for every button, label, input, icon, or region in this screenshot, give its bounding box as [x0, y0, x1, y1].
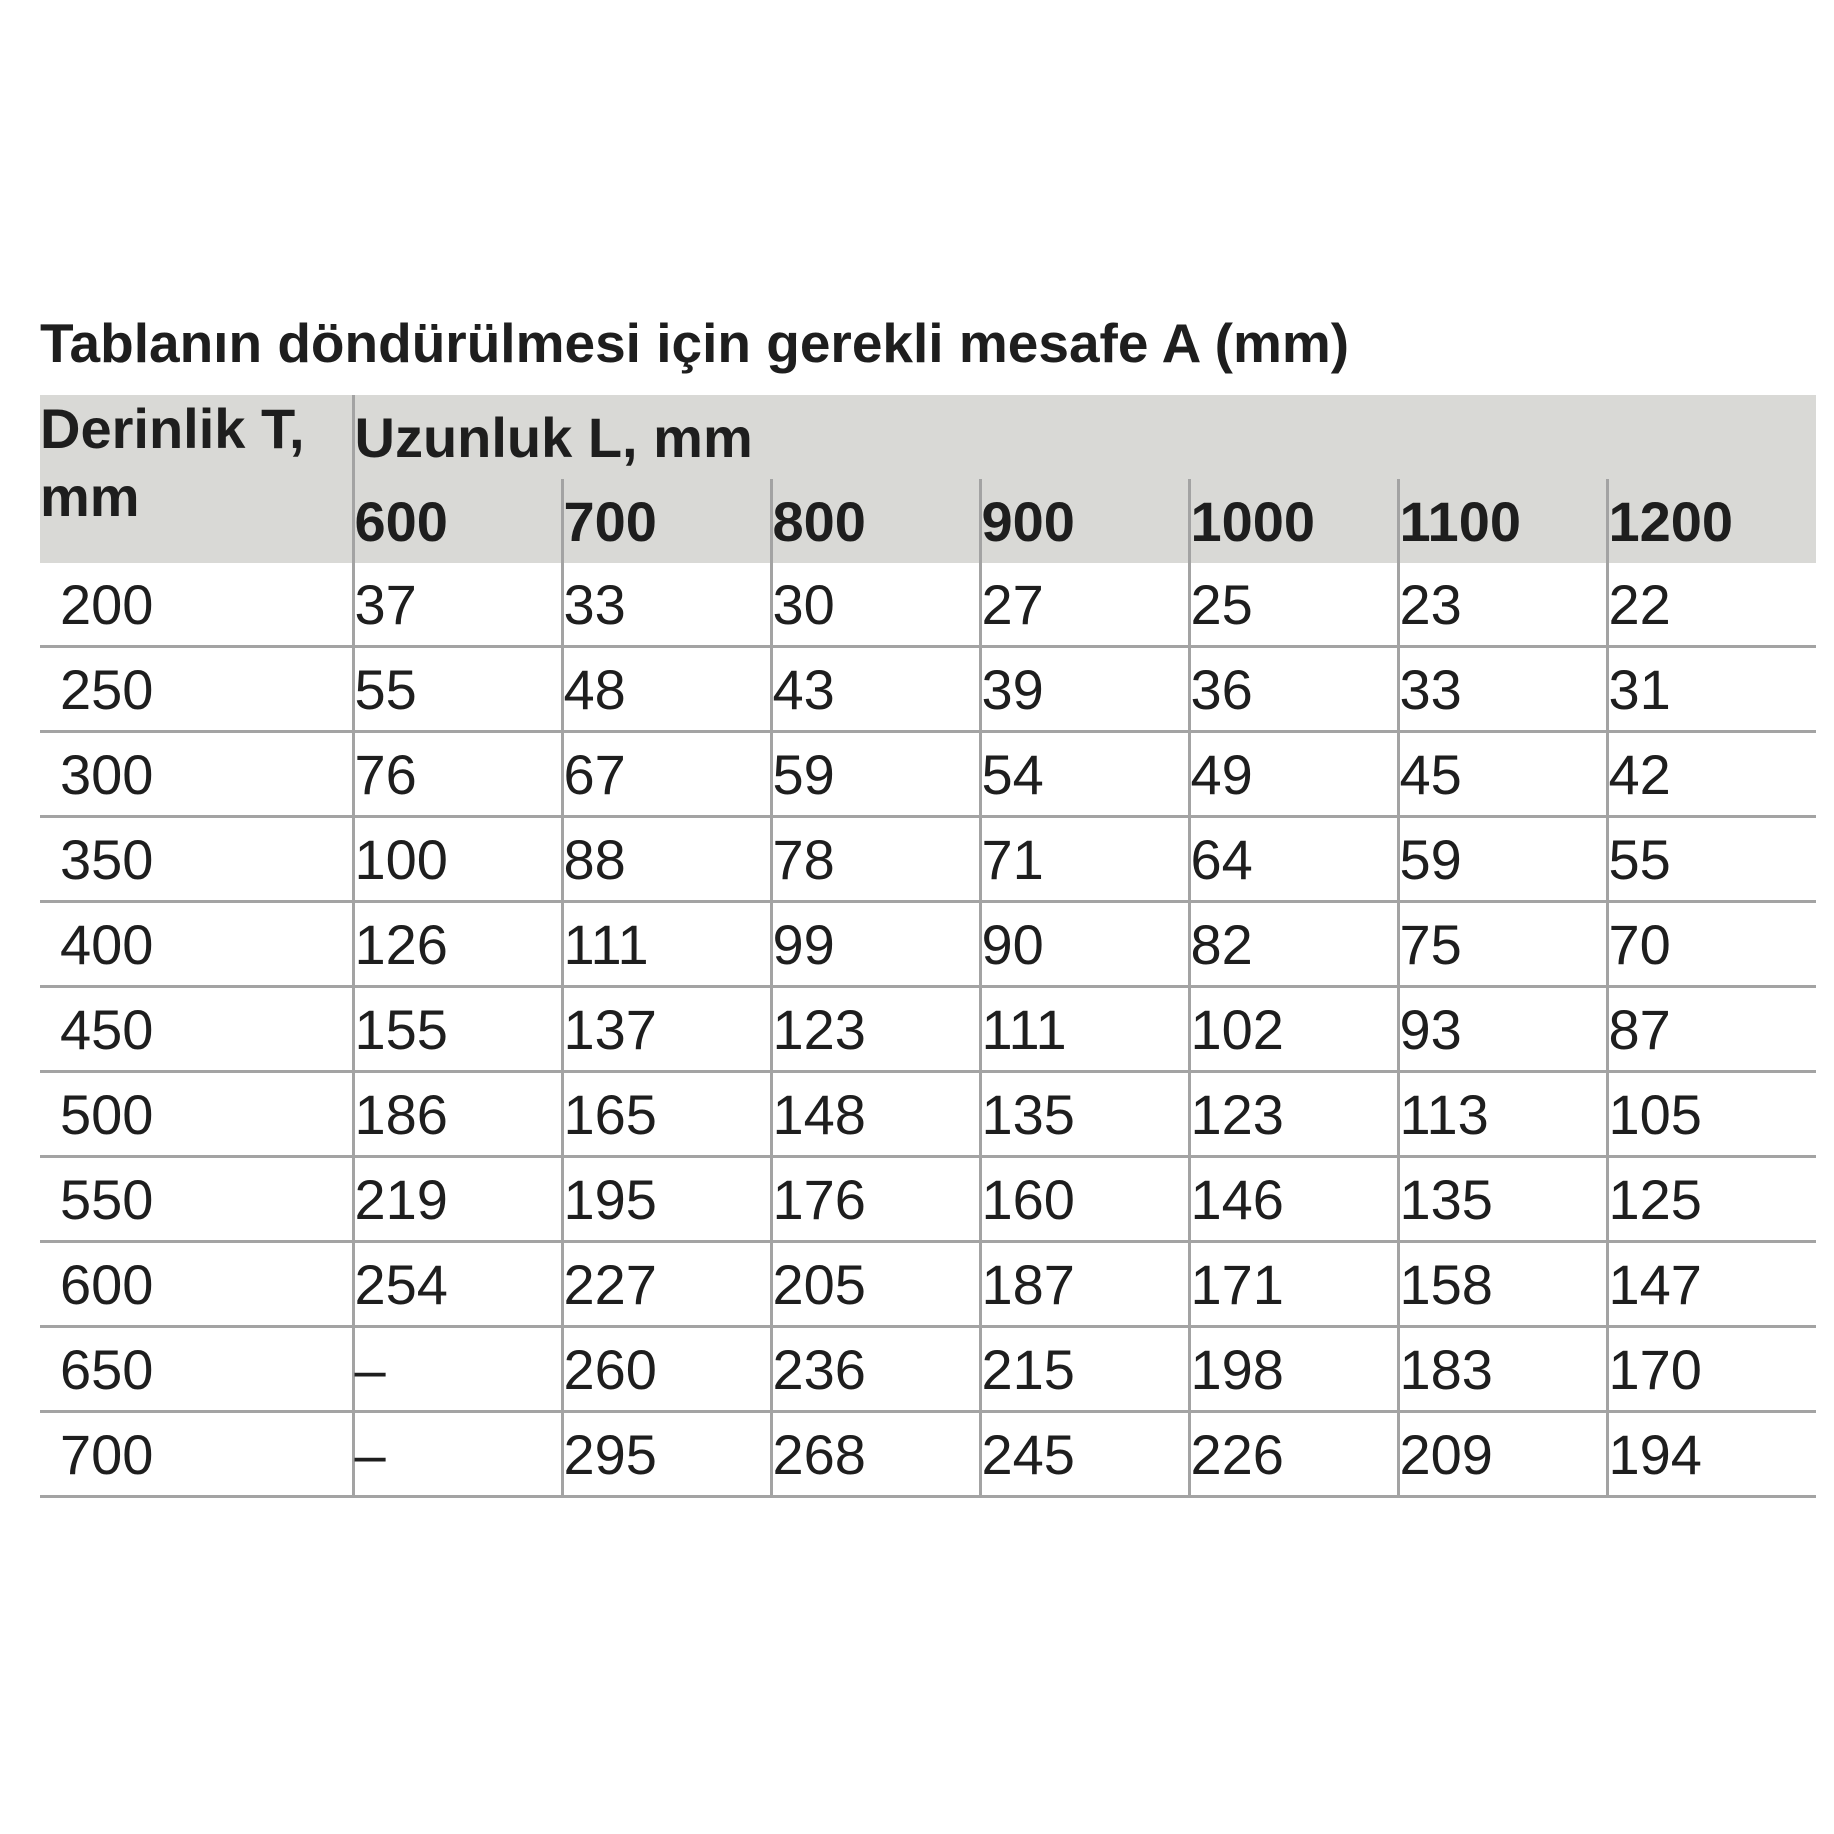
- distance-cell: 219: [353, 1157, 562, 1242]
- table-row: [40, 647, 1816, 732]
- distance-cell: 198: [1189, 1327, 1398, 1412]
- distance-cell: 176: [771, 1157, 980, 1242]
- distance-cell: 165: [562, 1072, 771, 1157]
- table-row: [40, 1072, 1816, 1157]
- distance-cell: 23: [1398, 563, 1607, 647]
- distance-cell: 123: [771, 987, 980, 1072]
- distance-cell: 71: [980, 817, 1189, 902]
- distance-cell: 36: [1189, 647, 1398, 732]
- distance-cell: 30: [771, 563, 980, 647]
- depth-column-header: [40, 395, 353, 563]
- distance-cell: 67: [562, 732, 771, 817]
- distance-cell: 186: [353, 1072, 562, 1157]
- distance-cell: –: [353, 1412, 562, 1497]
- distance-cell: 146: [1189, 1157, 1398, 1242]
- distance-cell: 33: [1398, 647, 1607, 732]
- distance-cell: 42: [1607, 732, 1816, 817]
- distance-cell: 183: [1398, 1327, 1607, 1412]
- distance-cell: 226: [1189, 1412, 1398, 1497]
- distance-cell: 245: [980, 1412, 1189, 1497]
- distance-cell: 100: [353, 817, 562, 902]
- table-row: [40, 732, 1816, 817]
- distance-cell: 27: [980, 563, 1189, 647]
- length-column-header: 900: [980, 479, 1189, 563]
- distance-cell: 111: [980, 987, 1189, 1072]
- distance-cell: 125: [1607, 1157, 1816, 1242]
- distance-cell: 236: [771, 1327, 980, 1412]
- distance-cell: 49: [1189, 732, 1398, 817]
- length-group-header: Uzunluk L, mm: [353, 395, 1816, 479]
- distance-cell: 33: [562, 563, 771, 647]
- distance-cell: 102: [1189, 987, 1398, 1072]
- distance-cell: 158: [1398, 1242, 1607, 1327]
- depth-cell: 550: [40, 1157, 353, 1242]
- distance-table: [40, 395, 1816, 1498]
- distance-cell: 194: [1607, 1412, 1816, 1497]
- length-column-header: 1000: [1189, 479, 1398, 563]
- depth-cell: 200: [40, 563, 353, 647]
- length-column-header: 700: [562, 479, 771, 563]
- depth-cell: 600: [40, 1242, 353, 1327]
- distance-cell: –: [353, 1327, 562, 1412]
- distance-cell: 93: [1398, 987, 1607, 1072]
- distance-cell: 31: [1607, 647, 1816, 732]
- depth-cell: 300: [40, 732, 353, 817]
- distance-cell: 227: [562, 1242, 771, 1327]
- distance-cell: 260: [562, 1327, 771, 1412]
- distance-cell: 170: [1607, 1327, 1816, 1412]
- depth-cell: 450: [40, 987, 353, 1072]
- distance-cell: 25: [1189, 563, 1398, 647]
- distance-cell: 59: [771, 732, 980, 817]
- distance-cell: 59: [1398, 817, 1607, 902]
- distance-cell: 88: [562, 817, 771, 902]
- depth-cell: 500: [40, 1072, 353, 1157]
- distance-cell: 54: [980, 732, 1189, 817]
- distance-cell: 171: [1189, 1242, 1398, 1327]
- distance-cell: 39: [980, 647, 1189, 732]
- distance-cell: 111: [562, 902, 771, 987]
- distance-cell: 64: [1189, 817, 1398, 902]
- table-row: [40, 1327, 1816, 1412]
- distance-cell: 90: [980, 902, 1189, 987]
- distance-cell: 215: [980, 1327, 1189, 1412]
- depth-cell: 250: [40, 647, 353, 732]
- table-row: [40, 1242, 1816, 1327]
- distance-cell: 135: [980, 1072, 1189, 1157]
- depth-cell: 350: [40, 817, 353, 902]
- distance-cell: 155: [353, 987, 562, 1072]
- table-body: [40, 563, 1816, 1497]
- distance-cell: 55: [353, 647, 562, 732]
- distance-cell: 195: [562, 1157, 771, 1242]
- table-row: [40, 817, 1816, 902]
- distance-cell: 105: [1607, 1072, 1816, 1157]
- length-column-header: 1100: [1398, 479, 1607, 563]
- distance-cell: 254: [353, 1242, 562, 1327]
- distance-cell: 187: [980, 1242, 1189, 1327]
- distance-cell: 55: [1607, 817, 1816, 902]
- distance-cell: 75: [1398, 902, 1607, 987]
- distance-cell: 126: [353, 902, 562, 987]
- distance-cell: 37: [353, 563, 562, 647]
- distance-cell: 113: [1398, 1072, 1607, 1157]
- depth-cell: 400: [40, 902, 353, 987]
- distance-cell: 82: [1189, 902, 1398, 987]
- distance-cell: 268: [771, 1412, 980, 1497]
- table-row: [40, 902, 1816, 987]
- distance-cell: 147: [1607, 1242, 1816, 1327]
- distance-cell: 87: [1607, 987, 1816, 1072]
- distance-cell: 148: [771, 1072, 980, 1157]
- depth-header-line2: mm: [40, 465, 140, 528]
- depth-cell: 700: [40, 1412, 353, 1497]
- distance-cell: 123: [1189, 1072, 1398, 1157]
- table-title: Tablanın döndürülmesi için gerekli mesafe A (mm): [40, 312, 1350, 374]
- length-column-header: 1200: [1607, 479, 1816, 563]
- distance-cell: 48: [562, 647, 771, 732]
- table-row: [40, 987, 1816, 1072]
- distance-cell: 70: [1607, 902, 1816, 987]
- length-column-header: 600: [353, 479, 562, 563]
- distance-cell: 295: [562, 1412, 771, 1497]
- table-row: [40, 1157, 1816, 1242]
- distance-cell: 209: [1398, 1412, 1607, 1497]
- distance-cell: 160: [980, 1157, 1189, 1242]
- distance-cell: 135: [1398, 1157, 1607, 1242]
- table-row: [40, 1412, 1816, 1497]
- distance-cell: 45: [1398, 732, 1607, 817]
- distance-cell: 76: [353, 732, 562, 817]
- distance-cell: 22: [1607, 563, 1816, 647]
- distance-cell: 137: [562, 987, 771, 1072]
- distance-cell: 43: [771, 647, 980, 732]
- table-row: [40, 563, 1816, 647]
- depth-cell: 650: [40, 1327, 353, 1412]
- distance-cell: 205: [771, 1242, 980, 1327]
- distance-cell: 99: [771, 902, 980, 987]
- header-row-top: [40, 395, 1816, 479]
- distance-cell: 78: [771, 817, 980, 902]
- length-column-header: 800: [771, 479, 980, 563]
- depth-header-line1: Derinlik T,: [40, 397, 305, 460]
